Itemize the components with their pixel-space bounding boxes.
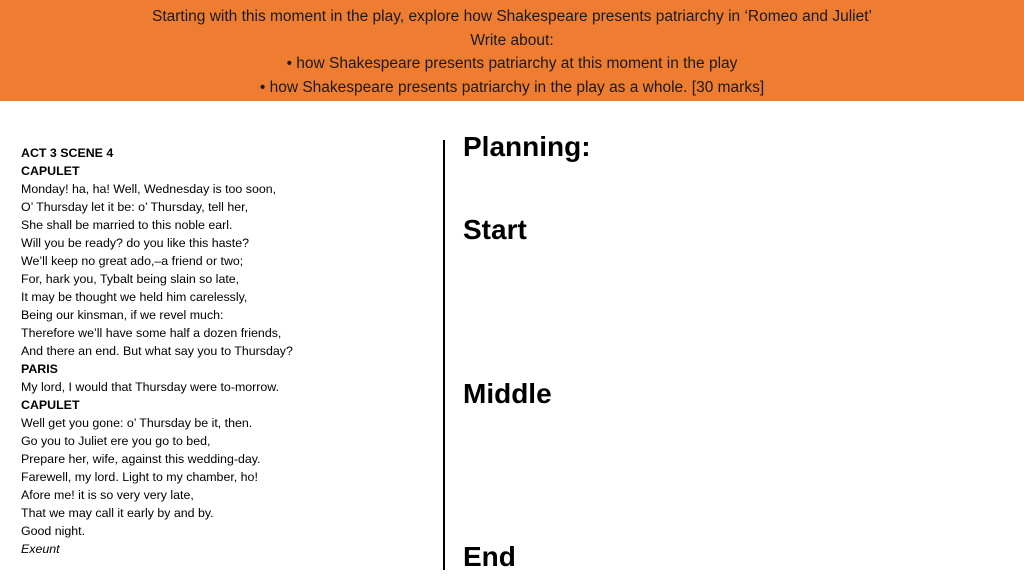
scene-heading: ACT 3 SCENE 4 bbox=[21, 146, 114, 160]
scene-extract bbox=[21, 144, 293, 558]
script-line: And there an end. But what say you to Thursday? bbox=[21, 344, 293, 358]
script-line: Will you be ready? do you like this haste? bbox=[21, 236, 249, 250]
script-line: That we may call it early by and by. bbox=[21, 506, 214, 520]
script-line: Monday! ha, ha! Well, Wednesday is too soon, bbox=[21, 182, 277, 196]
script-line: Afore me! it is so very very late, bbox=[21, 488, 194, 502]
script-line: Prepare her, wife, against this wedding-day. bbox=[21, 452, 261, 466]
script-line: Good night. bbox=[21, 524, 86, 538]
script-line: Therefore we’ll have some half a dozen friends, bbox=[21, 326, 282, 340]
task-bullet-whole-play: • how Shakespeare presents patriarchy in the play as a whole. [30 marks] bbox=[259, 78, 765, 96]
script-line: O’ Thursday let it be: o’ Thursday, tell her, bbox=[21, 200, 249, 214]
planning-middle: Middle bbox=[463, 378, 552, 409]
script-line: Farewell, my lord. Light to my chamber, ho! bbox=[21, 470, 258, 484]
script-line: It may be thought we held him carelessly, bbox=[21, 290, 248, 304]
script-line: For, hark you, Tybalt being slain so late, bbox=[21, 272, 240, 286]
speaker-name: CAPULET bbox=[21, 398, 80, 412]
planning-end: End bbox=[463, 541, 516, 572]
task-write-about: Write about: bbox=[470, 31, 554, 49]
script-line: My lord, I would that Thursday were to-morrow. bbox=[21, 380, 280, 394]
planning-start: Start bbox=[463, 214, 527, 245]
script-line: We’ll keep no great ado,–a friend or two; bbox=[21, 254, 244, 268]
script-line: She shall be married to this noble earl. bbox=[21, 218, 233, 232]
script-line: Go you to Juliet ere you go to bed, bbox=[21, 434, 211, 448]
stage-direction: Exeunt bbox=[21, 542, 60, 556]
script-line: Well get you gone: o’ Thursday be it, then. bbox=[21, 416, 253, 430]
task-question: Starting with this moment in the play, explore how Shakespeare presents patriarchy in ‘Romeo and Juliet’ bbox=[152, 8, 872, 25]
task-bullet-moment: • how Shakespeare presents patriarchy at this moment in the play bbox=[286, 55, 738, 72]
planning-title: Planning: bbox=[463, 131, 591, 162]
script-line: Being our kinsman, if we revel much: bbox=[21, 308, 224, 322]
speaker-name: PARIS bbox=[21, 362, 58, 376]
column-divider bbox=[443, 140, 445, 570]
task-banner bbox=[0, 0, 1024, 101]
speaker-name: CAPULET bbox=[21, 164, 80, 178]
